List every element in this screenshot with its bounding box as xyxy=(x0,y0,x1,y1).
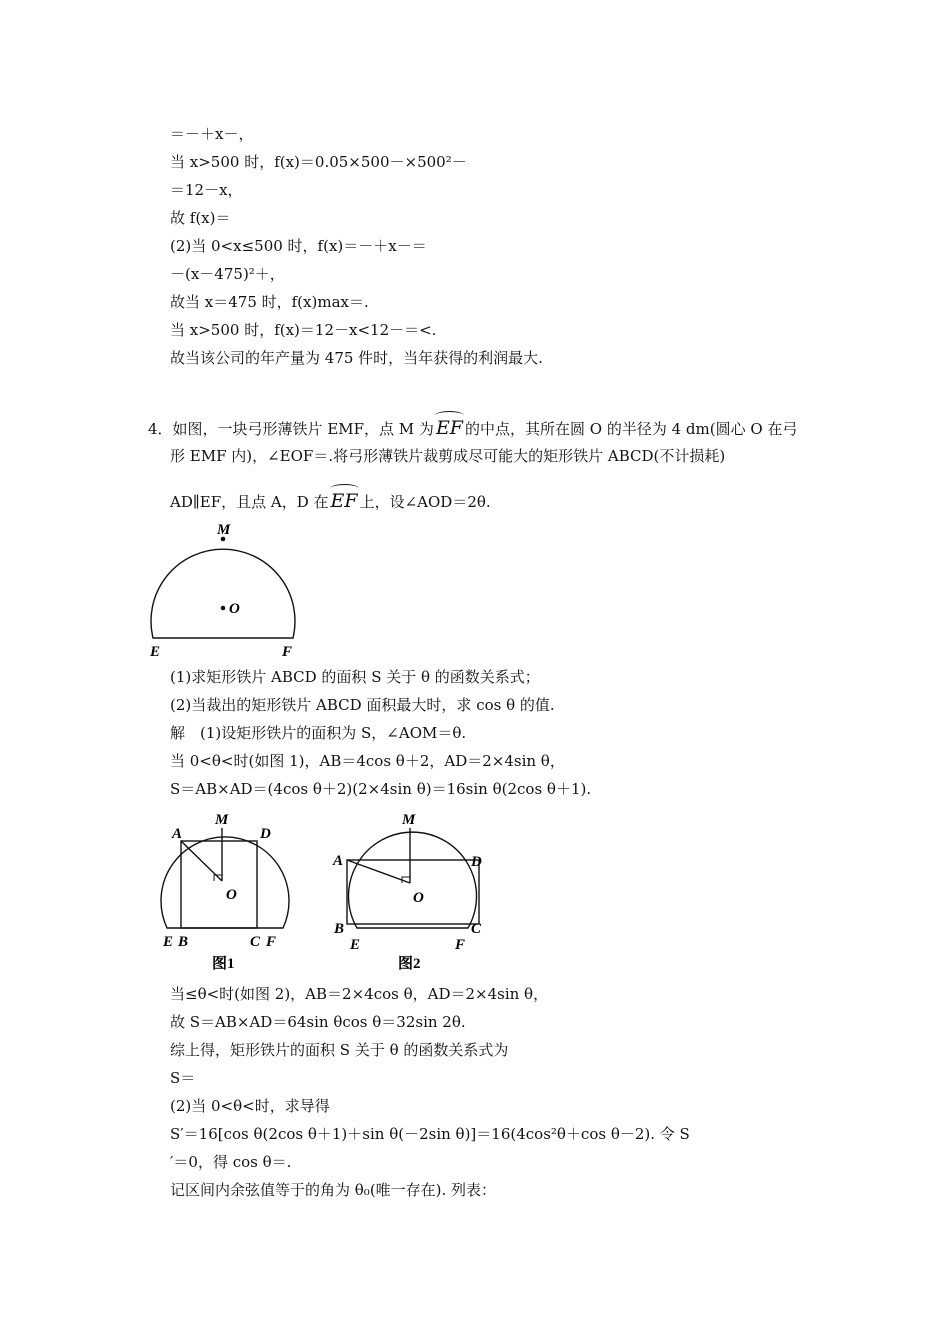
label-d: D xyxy=(260,826,271,842)
text-line: 故当 x＝475 时，f(x)max＝. xyxy=(170,293,369,311)
text-line: 故当该公司的年产量为 475 件时，当年获得的利润最大. xyxy=(170,349,543,367)
text-line: (2)当 0<x≤500 时，f(x)＝－＋x－＝ xyxy=(170,237,427,255)
solution-line: 解 (1)设矩形铁片的面积为 S，∠AOM＝θ. xyxy=(170,724,467,742)
label-b: B xyxy=(178,934,189,950)
solution-line: S＝AB×AD＝(4cos θ＋2)(2×4sin θ)＝16sin θ(2cos θ＋1). xyxy=(170,780,592,798)
solution-line: 故 S＝AB×AD＝64sin θcos θ＝32sin 2θ. xyxy=(170,1013,466,1031)
label-m: M xyxy=(217,522,231,538)
text-line: ＝－＋x－， xyxy=(170,125,254,143)
problem-text: AD∥EF，且点 A，D 在 xyxy=(170,493,329,511)
label-e: E xyxy=(163,934,174,950)
label-a: A xyxy=(333,853,344,869)
label-o: O xyxy=(413,890,424,906)
figure-caption: 图2 xyxy=(398,956,421,972)
label-f: F xyxy=(282,644,293,660)
problem-4-line-1 xyxy=(148,418,797,439)
label-d: D xyxy=(471,854,482,870)
solution-line: 综上得，矩形铁片的面积 S 关于 θ 的函数关系式为 xyxy=(170,1041,509,1059)
problem-text: 4．如图，一块弓形薄铁片 EMF，点 M 为 xyxy=(148,420,434,438)
text-line: 故 f(x)＝ xyxy=(170,209,231,227)
segment-outline xyxy=(349,832,477,928)
problem-4-line-3 xyxy=(170,491,491,512)
figure-caption: 图1 xyxy=(212,956,235,972)
question-2: (2)当裁出的矩形铁片 ABCD 面积最大时，求 cos θ 的值. xyxy=(170,696,555,714)
label-a: A xyxy=(172,826,183,842)
label-e: E xyxy=(350,937,361,953)
text-line: ＝12－x， xyxy=(170,181,243,199)
solution-line: S＝ xyxy=(170,1069,196,1087)
problem-text: 上，设∠AOD＝2θ. xyxy=(359,493,491,511)
label-e: E xyxy=(150,644,161,660)
solution-line: (2)当 0<θ<时，求导得 xyxy=(170,1097,330,1115)
solution-line: S′＝16[cos θ(2cos θ＋1)＋sin θ(－2sin θ)]＝16(4cos²θ＋cos θ－2). 令 S xyxy=(170,1125,690,1143)
solution-line: 当≤θ<时(如图 2)，AB＝2×4cos θ，AD＝2×4sin θ， xyxy=(170,985,549,1003)
segment-outline xyxy=(151,549,295,638)
arc-ef: EF xyxy=(435,417,463,439)
rectangle-abcd xyxy=(181,841,257,928)
segment-outline xyxy=(161,837,289,928)
label-o: O xyxy=(229,601,240,617)
label-f: F xyxy=(455,937,466,953)
arc-ef: EF xyxy=(330,490,358,512)
label-f: F xyxy=(266,934,277,950)
label-m: M xyxy=(402,812,416,828)
label-m: M xyxy=(215,812,229,828)
label-c: C xyxy=(250,934,261,950)
solution-line: 当 0<θ<时(如图 1)，AB＝4cos θ＋2，AD＝2×4sin θ， xyxy=(170,752,565,770)
solution-line: 记区间内余弦值等于的角为 θ₀(唯一存在). 列表： xyxy=(170,1181,497,1199)
solution-line: ′＝0，得 cos θ＝. xyxy=(170,1153,292,1171)
problem-4-line-2: 形 EMF 内)，∠EOF＝.将弓形薄铁片裁剪成尽可能大的矩形铁片 ABCD(不计损耗) xyxy=(170,447,726,465)
segment-figure xyxy=(140,515,315,665)
text-line: －(x－475)²＋， xyxy=(170,265,285,283)
text-line: 当 x>500 时，f(x)＝0.05×500－×500²－ xyxy=(170,153,467,171)
question-1: (1)求矩形铁片 ABCD 的面积 S 关于 θ 的函数关系式； xyxy=(170,668,540,686)
figure-2 xyxy=(330,805,495,975)
text-line: 当 x>500 时，f(x)＝12－x<12－＝<. xyxy=(170,321,437,339)
figure-1 xyxy=(155,805,305,975)
label-o: O xyxy=(226,887,237,903)
label-b: B xyxy=(334,921,345,937)
problem-text: 的中点，其所在圆 O 的半径为 4 dm(圆心 O 在弓 xyxy=(465,420,798,438)
label-c: C xyxy=(471,921,482,937)
point-o xyxy=(221,606,226,611)
segment-oa xyxy=(347,860,410,883)
